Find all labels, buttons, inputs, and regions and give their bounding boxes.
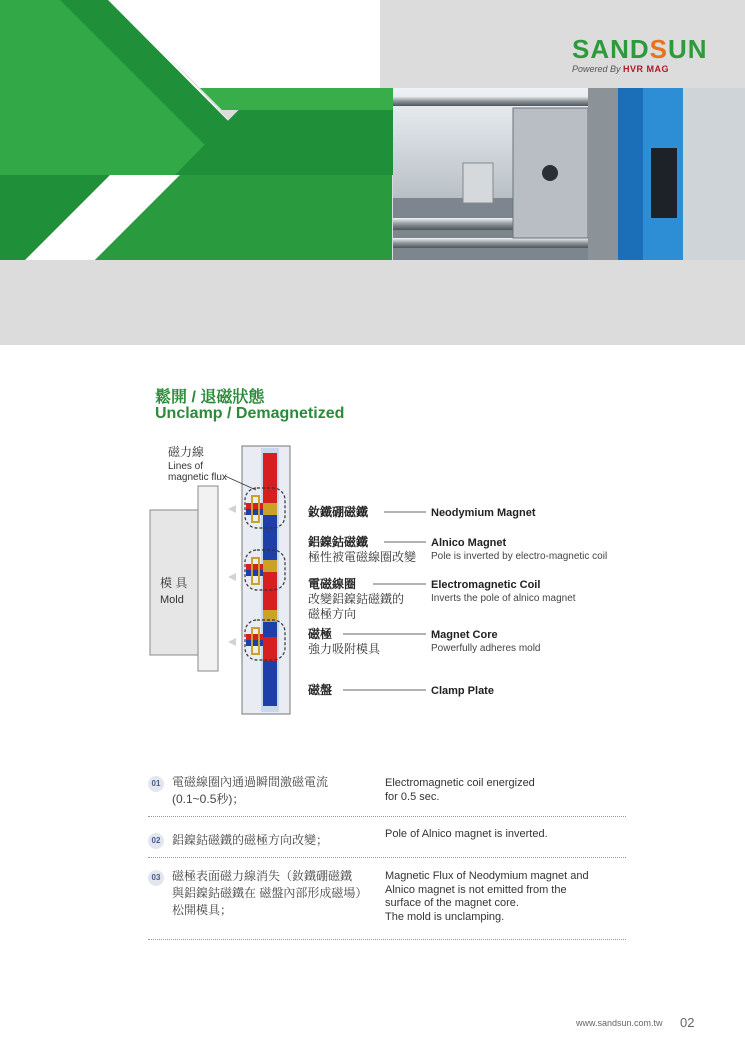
- callout-en-core-sub: Powerfully adheres mold: [431, 643, 541, 654]
- steps-list: [148, 768, 626, 940]
- step-item: [148, 817, 626, 858]
- machine-photo: [393, 88, 745, 260]
- step-item: [148, 768, 626, 817]
- callout-zh-coil-sub2: 磁極方向: [308, 607, 357, 621]
- flux-label-en-1: Lines of: [168, 461, 204, 472]
- step-number: 03: [148, 870, 164, 886]
- footer-url: www.sandsun.com.tw: [576, 1018, 663, 1028]
- callout-zh-coil-sub: 改變鋁鎳鈷磁鐵的: [308, 592, 405, 606]
- callout-zh-core-sub: 強力吸附模具: [308, 642, 381, 656]
- section-title-en: Unclamp / Demagnetized: [155, 405, 345, 422]
- callout-en-neodymium: Neodymium Magnet: [431, 507, 536, 519]
- callout-zh-core: 磁極: [308, 627, 333, 641]
- header-banner: [0, 0, 745, 345]
- callout-zh-alnico: 鋁鎳鈷磁鐵: [308, 535, 369, 549]
- step-text-en: Magnetic Flux of Neodymium magnet and Alnico magnet is not emitted from the surface of the magnet core. The mold is unclamping.: [385, 870, 589, 923]
- flux-label-zh: 磁力線: [168, 445, 205, 459]
- callout-en-plate: Clamp Plate: [431, 685, 494, 697]
- callout-zh-coil: 電磁線圈: [308, 577, 357, 591]
- callout-en-core: Magnet Core: [431, 629, 498, 641]
- callout-zh-neodymium: 釹鐵硼磁鐵: [308, 505, 369, 519]
- flux-label-en-2: magnetic flux: [168, 472, 227, 483]
- step-text-en: Electromagnetic coil energized for 0.5 sec.: [385, 777, 535, 803]
- step-text-zh: 鋁鎳鈷磁鐵的磁極方向改變；: [172, 833, 329, 847]
- mold-label-zh: 模 具: [160, 576, 188, 590]
- callout-en-alnico-sub: Pole is inverted by electro-magnetic coil: [431, 551, 608, 562]
- step-number: 01: [148, 776, 164, 792]
- step-item: [148, 858, 626, 940]
- callout-en-coil-sub: Inverts the pole of alnico magnet: [431, 593, 576, 604]
- step-text-zh: 電磁線圈內通過瞬間激磁電流 (0.1~0.5秒)；: [172, 775, 329, 806]
- callout-en-coil: Electromagnetic Coil: [431, 579, 541, 591]
- callout-zh-plate: 磁盤: [308, 683, 333, 697]
- mold-label-en: Mold: [160, 594, 184, 606]
- step-text-zh: 磁極表面磁力線消失（釹鐵硼磁鐵 與鋁鎳鈷磁鐵在 磁盤內部形成磁場） 松開模具；: [172, 869, 368, 917]
- sandsun-logo: SANDSUN Powered By HVR MAG: [572, 34, 708, 74]
- page-number: 02: [680, 1015, 695, 1030]
- callout-en-alnico: Alnico Magnet: [431, 537, 507, 549]
- step-number: 02: [148, 833, 164, 849]
- step-text-en: Pole of Alnico magnet is inverted.: [385, 828, 548, 840]
- callout-zh-alnico-sub: 極性被電磁線圈改變: [308, 550, 417, 564]
- magnet-diagram: [148, 438, 628, 728]
- section-title-zh: 鬆開 / 退磁狀態: [155, 389, 265, 406]
